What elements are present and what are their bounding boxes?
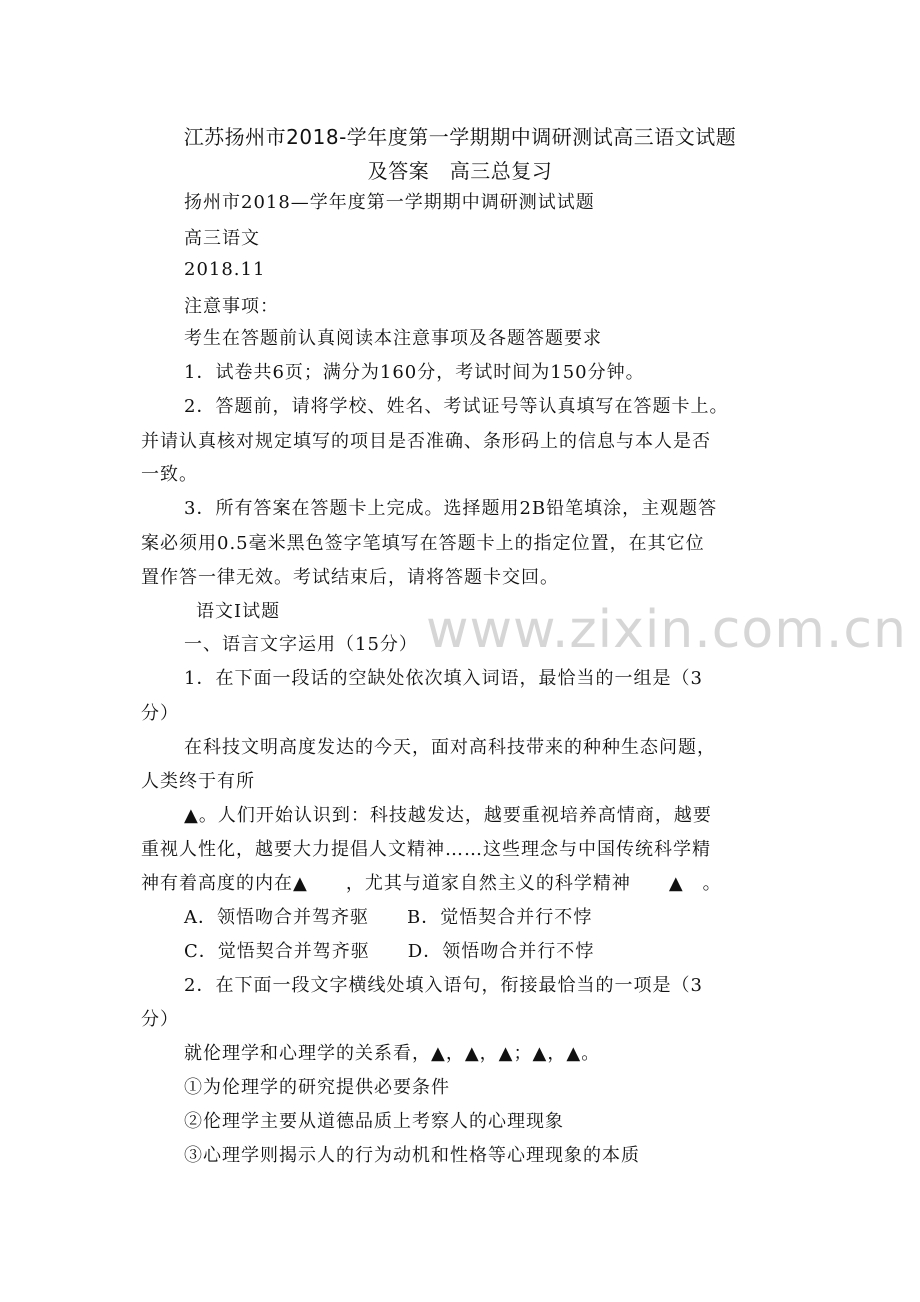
notice-intro: 考生在答题前认真阅读本注意事项及各题答题要求 [184, 328, 602, 349]
notice-item-3-line3: 置作答一律无效。考试结束后，请将答题卡交回。 [141, 567, 559, 588]
exam-name: 扬州市2018—学年度第一学期期中调研测试试题 [184, 192, 595, 213]
question-1-passage-line2: 人类终于有所 [141, 771, 255, 792]
question-2-item-3: ③心理学则揭示人的行为动机和性格等心理现象的本质 [184, 1145, 640, 1166]
question-1-options-line1: A．领悟吻合并驾齐驱 B．觉悟契合并行不悖 [184, 907, 593, 928]
notice-item-1: 1．试卷共6页；满分为160分，考试时间为150分钟。 [184, 362, 645, 383]
notice-heading: 注意事项： [184, 296, 279, 317]
document-title-line2: 及答案 高三总复习 [367, 159, 553, 183]
question-1-passage-line5: 神有着高度的内在▲ ，尤其与道家自然主义的科学精神 ▲ 。 [141, 873, 722, 894]
question-2-stem-line2: 分） [141, 1009, 179, 1030]
question-1-passage-line1: 在科技文明高度发达的今天，面对高科技带来的种种生态问题， [184, 737, 716, 758]
notice-item-3-line1: 3．所有答案在答题卡上完成。选择题用2B铅笔填涂，主观题答 [184, 498, 718, 519]
question-1-stem-line2: 分） [141, 703, 179, 724]
question-2-item-1: ①为伦理学的研究提供必要条件 [184, 1077, 450, 1098]
notice-item-2-line2: 并请认真核对规定填写的项目是否准确、条形码上的信息与本人是否 [141, 431, 711, 452]
question-2-passage: 就伦理学和心理学的关系看，▲，▲，▲；▲，▲。 [184, 1043, 601, 1064]
question-1-passage-line4: 重视人性化，越要大力提倡人文精神……这些理念与中国传统科学精 [141, 839, 711, 860]
subject: 高三语文 [184, 228, 260, 249]
question-1-passage-line3: ▲。人们开始认识到：科技越发达，越要重视培养高情商，越要 [184, 805, 712, 826]
question-1-options-line2: C．觉悟契合并驾齐驱 D．领悟吻合并行不悖 [184, 941, 595, 962]
question-2-stem-line1: 2．在下面一段文字横线处填入语句，衔接最恰当的一项是（3 [184, 975, 703, 996]
question-2-item-2: ②伦理学主要从道德品质上考察人的心理现象 [184, 1111, 564, 1132]
notice-item-2-line1: 2．答题前，请将学校、姓名、考试证号等认真填写在答题卡上。 [184, 396, 729, 417]
watermark: www.zixin.com.cn [426, 600, 907, 660]
part-title: 语文Ⅰ试题 [196, 601, 281, 622]
section-title: 一、语言文字运用（15分） [184, 634, 418, 655]
exam-date: 2018.11 [184, 259, 266, 280]
notice-item-3-line2: 案必须用0.5毫米黑色签字笔填写在答题卡上的指定位置，在其它位 [141, 533, 705, 554]
document-title-line1: 江苏扬州市2018-学年度第一学期期中调研测试高三语文试题 [183, 125, 737, 149]
notice-item-2-line3: 一致。 [141, 464, 198, 485]
question-1-stem-line1: 1．在下面一段话的空缺处依次填入词语，最恰当的一组是（3 [184, 668, 703, 689]
